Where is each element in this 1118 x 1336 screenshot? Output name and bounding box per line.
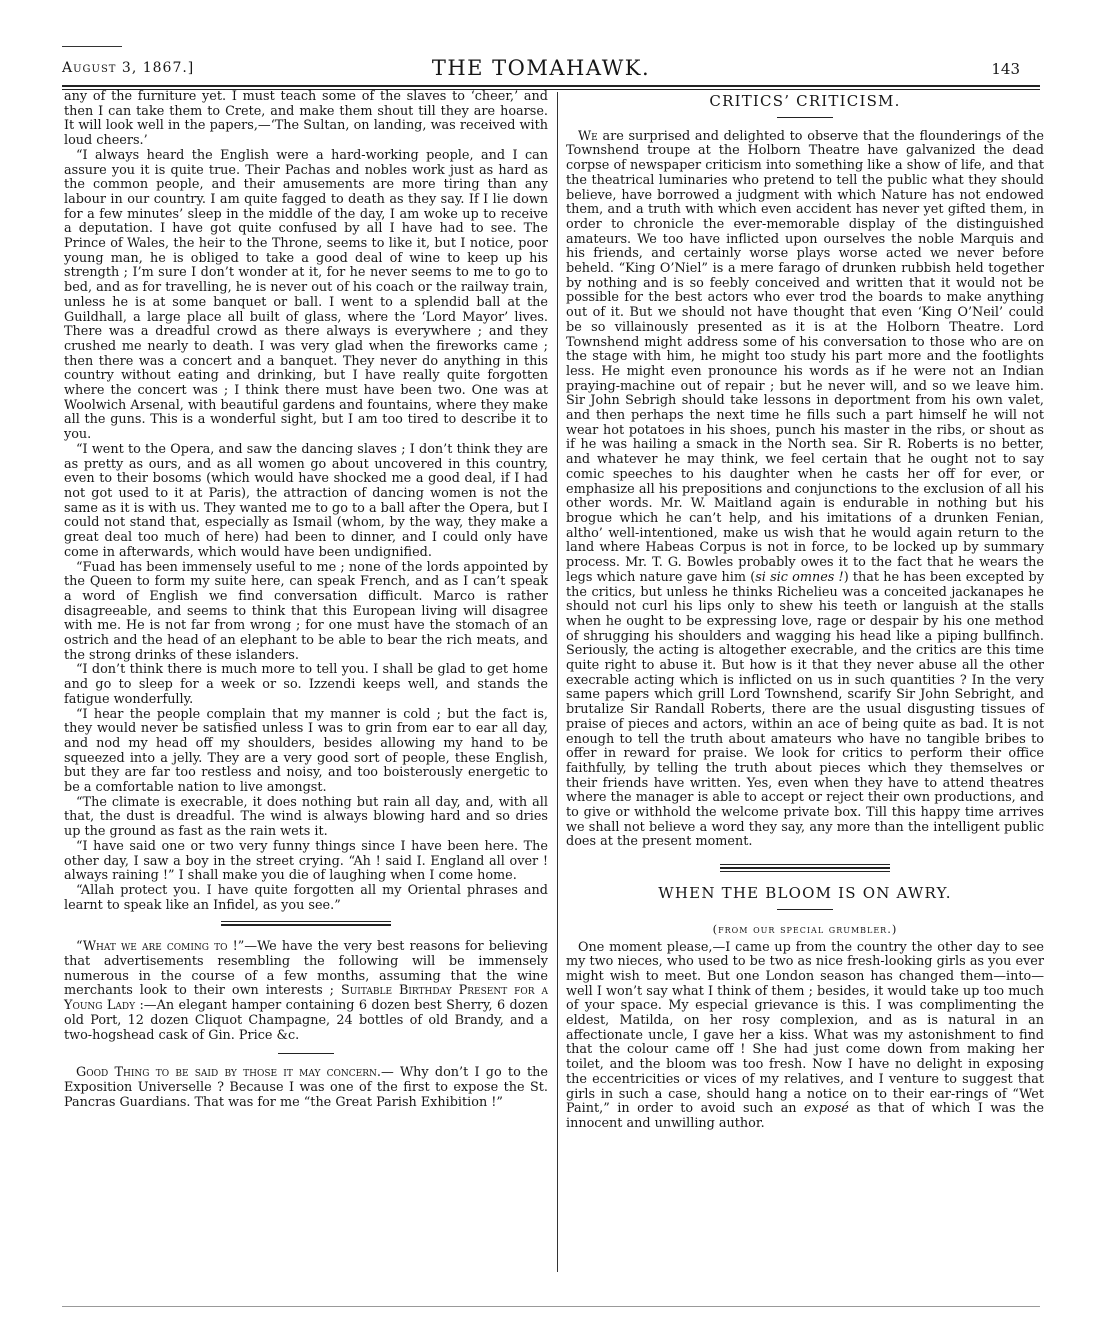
article-subtitle: (from our special grumbler.) — [712, 921, 898, 936]
bottom-rule — [62, 1306, 1040, 1307]
page-number: 143 — [991, 60, 1020, 78]
paragraph-good-thing — [64, 1066, 548, 1110]
latin-phrase: si sic omnes ! — [755, 569, 844, 585]
article-title: CRITICS’ CRITICISM. — [709, 92, 901, 110]
issue-date: August 3, 1867.] — [62, 60, 195, 76]
header-rule-thick — [62, 85, 1040, 87]
page-header — [62, 56, 1020, 86]
section-divider — [278, 1053, 334, 1054]
left-column — [64, 90, 548, 1110]
paragraph-lead: “What we are coming to !” — [76, 939, 245, 955]
title-rule — [777, 117, 833, 118]
paragraph-text: — Why don’t I go to the Exposition Universelle ? Because I was one of the first to expose the St. Pancras Guardians. That was for me “the Great Parish Exhibition !” — [64, 1065, 548, 1110]
paragraph: “I always heard the English were a hard-working people, and I can assure you it is quite true. Their Pachas and nobles work just as hard as the common people, and their amusements are more tiring than any labour in our country. I am quite fagged to death as they say. If I lie down for a few minutes’ sleep in the middle of the day, I am woke up to receive a deputation. I have got quite confused by all I have had to see. The Prince of Wales, the heir to the Throne, seems to like it, but I notice, poor young man, he is obliged to take a good deal of wine to keep up his strength ; I’m sure I don’t wonder at it, for he never seems to me to go to bed, and as for travelling, he is never out of his coach or the railway train, unless he is at some banquet or ball. I went to a splendid ball at the Guildhall, a large place all built of glass, where the ‘Lord Mayor’ lives. There was a dreadful crowd as there always is everywhere ; and they crushed me nearly to death. I was very glad when the fireworks came ; then there was a concert and a banquet. They never do anything in this country without eating and drinking, but I have really quite forgotten where the concert was ; I think there must have been two. One was at Woolwich Arsenal, with beautiful gardens and fountains, where they make all the guns. This is a wonderful sight, but I am too tired to describe it to you. — [64, 147, 548, 443]
paragraph-text: as that of which I was the innocent and unwilling author. — [566, 1101, 1044, 1131]
paragraph: “I don’t think there is much more to tell you. I shall be glad to get home and go to sleep for a week or so. Izzendi keeps well, and stands the fatigue wonderfully. — [64, 662, 548, 707]
drop-word: We — [578, 128, 598, 144]
paragraph: “I hear the people complain that my manner is cold ; but the fact is, they would never be satisfied unless I was to grin from ear to ear all day, and nod my head off my shoulders, besides allowing my hand to be squeezed into a jelly. They are a very good sort of people, these English, but they are far too restless and noisy, and too boisterously energetic to be a comfortable nation to live amongst. — [64, 706, 548, 796]
paragraph: “I went to the Opera, and saw the dancing slaves ; I don’t think they are as pretty as ours, and as all women go about uncovered in this country, even to their bosoms (which would have shocked me a good deal, if I had not got used to it at Paris), the attraction of dancing women is not the same as it is with us. They wanted me to go to a ball after the Opera, but I could not stand that, especially as Ismail (whom, by the way, they make a great deal too much of here) had been to dinner, and I could only have come in afterwards, which would have been undignified. — [64, 441, 548, 560]
paragraph-text: —We have the very best reasons for believing that advertisements resembling the following will be immensely numerous in the course of a few months, assuming that the wine merchants look to their own interests ; — [64, 939, 548, 999]
paragraph-lead: Good Thing to be said by those it may concern. — [76, 1065, 381, 1081]
paragraph: any of the furniture yet. I must teach some of the slaves to ‘cheer,’ and then I can take them to Crete, and make them shout till they are hoarse. It will look well in the papers,—‘The Sultan, on landing, was received with loud cheers.’ — [64, 89, 548, 149]
paragraph-text: ) that he has been excepted by the critics, but unless he thinks Richelieu was a conceited jackanapes he should not curl his lips only to shew his teeth or languish at the stalls when he ought to be expressing love, rage or despair by his one method of shrugging his shoulders and wagging his head like a piping bullfinch. Seriously, the acting is altogether execrable, and the critics are this time quite right to abuse it. But how is it that they never abuse all the other execrable acting which is inflicted on us in such quantities ? In the very same papers which grill Lord Townshend, scarify Sir John Sebright, and brutalize Sir Randall Roberts, there are the usual disgusting tissues of praise of pieces and actors, within an ace of being quite as bad. It is not enough to tell the truth about amateurs who have no tangible bribes to offer in reward for praise. We look for critics to perform their office faithfully, by telling the truth about pieces which they themselves or their friends have written. Yes, even when they have to attend theatres where the manager is able to accept or reject their own productions, and to give or withhold the welcome private box. Till this happy time arrives we shall not believe a word they say, any more than the intelligent public does at the present moment. — [566, 569, 1044, 850]
article-title: WHEN THE BLOOM IS ON AWRY. — [658, 884, 952, 903]
section-divider — [720, 864, 890, 872]
masthead-title: THE TOMAHAWK. — [431, 56, 651, 80]
right-column — [566, 90, 1044, 1132]
paragraph-text: One moment please,—I came up from the country the other day to see my two nieces, who used to be two as nice fresh-looking girls as you ever might wish to meet. But one London season has changed them—into—well I won’t say what I think of them ; besides, it would take up too much of your space. My especial grievance is this. I was complimenting the eldest, Matilda, on her rosy complexion, and as is natural in an affectionate uncle, I gave her a kiss. What was my astonishment to find that the colour came off ! She had just come down from making her toilet, and the bloom was too fresh. Now I have no delight in exposing the eccentricities or vices of my relatives, and I venture to suggest that girls in such a case, should hang a notice on to their ear-rings of “Wet Paint,” in order to avoid such an — [566, 939, 1044, 1117]
section-divider — [221, 921, 391, 926]
italic-word: exposé — [804, 1101, 849, 1117]
top-corner-rule — [62, 46, 122, 47]
paragraph: “I have said one or two very funny things since I have been here. The other day, I saw a boy in the street crying. “Ah ! said I. England all over ! always raining !” I shall make you die of laughing when I come home. — [64, 838, 548, 884]
paragraph-text: are surprised and delighted to observe that the flounderings of the Townshend troupe at the Holborn Theatre have galvanized the dead corpse of newspaper criticism into something like a show of life, and that the theatrical luminaries who pretend to tell the public what they should believe, have borrowed a judgment with which Nature has not endowed them, and a truth with which even accident has never yet gifted them, in order to chronicle the ever-memorable display of the distinguished amateurs. We too have inflicted upon ourselves the noble Marquis and his friends, and certainly worse plays worse acted we never before beheld. “King O’Niel” is a mere farago of drunken rubbish held together by nothing and is so feebly conceived and written that it would not be possible for the best actors who ever trod the boards to make anything out of it. But we should not have thought that even ‘King O’Neil’ could be so villainously presented as it is at the Holborn Theatre. Lord Townshend might address some of his conversation to those who are on the stage with him, he might too study his part more and the footlights less. He might even pronounce his words as if he were not an Indian praying-machine out of repair ; but he never will, and so we leave him. Sir John Sebrigh should take lessons in deportment from his own valet, and then perhaps the next time he fills such a part himself he will not wear hot potatoes in his shoes, punch his master in the ribs, or shout as if he was hailing a smack in the North sea. Sir R. Roberts is no better, and whatever he may think, we feel certain that he ought not to say comic speeches to his daughter when he casts her off for ever, or emphasize all his prepositions and conjunctions to the exclusion of all his other words. Mr. W. Maitland again is endurable in nothing but his brogue which he can’t help, and his imitations of a drunken Fenian, altho’ well-intentioned, make us wish that he would again return to the land where Habeas Corpus is not in force, to be locked up by summary process. Mr. T. G. Bowles probably owes it to the fact that he wears the legs which nature gave him ( — [566, 128, 1044, 585]
article-body — [566, 130, 1044, 850]
paragraph: “The climate is execrable, it does nothing but rain all day, and, with all that, the dust is dreadful. The wind is always blowing hard and so dries up the ground as fast as the rain wets it. — [64, 794, 548, 840]
article-body — [566, 941, 1044, 1132]
paragraph: “Fuad has been immensely useful to me ; none of the lords appointed by the Queen to form my suite here, can speak French, and as I can’t speak a word of English we find conversation difficult. Marco is rather disagreeable, and seems to think that this European living will disagree with me. He is not far from wrong ; for one must have the stomach of an ostrich and the head of an elephant to be able to bear the rich meats, and the strong drinks of these islanders. — [64, 559, 548, 663]
column-divider — [557, 92, 558, 1272]
title-rule — [777, 909, 833, 910]
paragraph: “Allah protect you. I have quite forgotten all my Oriental phrases and learnt to speak like an Infidel, as you see.” — [64, 882, 548, 913]
paragraph-text: —An elegant hamper containing 6 dozen best Sherry, 6 dozen old Port, 12 dozen Cliquot Champagne, 24 bottles of old Brandy, and a two-hogshead cask of Gin. Price &c. — [64, 998, 549, 1043]
paragraph-lead: Suitable Birthday Present for a Young Lady : — [64, 983, 548, 1014]
paragraph-coming-to — [64, 940, 548, 1043]
